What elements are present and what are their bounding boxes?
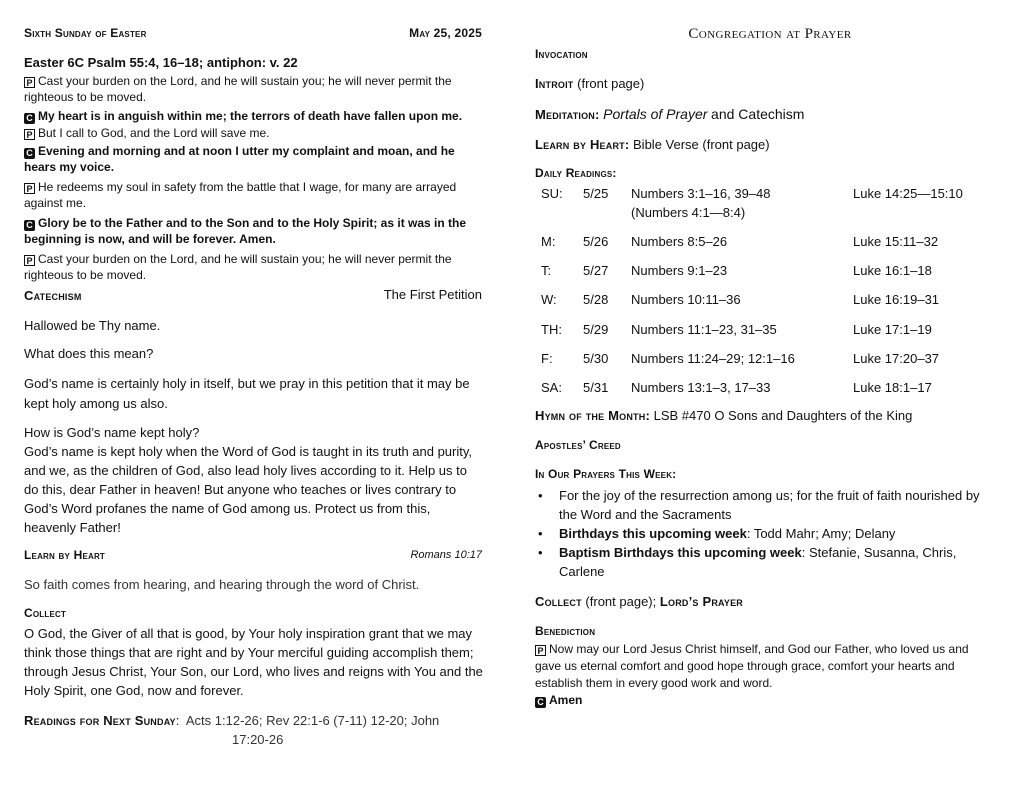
header-date: May 25, 2025 [409,26,482,40]
next-sunday-readings-cont: 17:20-26 [232,732,284,747]
pastor-marker-icon: P [535,645,546,656]
learn-verse: So faith comes from hearing, and hearing through the word of Christ. [24,577,420,592]
amen-line: C Amen [535,693,582,708]
pastor-marker-icon: P [24,183,35,194]
header-title: Sixth Sunday of Easter [24,26,147,40]
psalm-lines [24,73,484,285]
psalm-line: C Evening and morning and at noon I utter my complaint and moan, and he hears my voice. [24,144,455,174]
creed-heading: Apostles’ Creed [535,438,621,452]
psalm-line: P Cast your burden on the Lord, and he will sustain you; he will never permit the righteous to be moved. [24,74,452,104]
learn-reference: Romans 10:17 [410,549,482,561]
list-item: • Baptism Birthdays this upcoming week: Stefanie, Susanna, Chris, Carlene [535,543,985,581]
congregation-marker-icon: C [535,697,546,708]
daily-readings-table: SU: 5/25 Numbers 3:1–16, 39–48 (Numbers 4:1—8:4) Luke 14:25—15:10 M: 5/26 Numbers 8:5–26 Luke 15:11–32 T: 5/27 Numbers 9:1–23 Luke 16:1–18 W: 5/28 Numbers 10:11–36 Luke 16:19–31 TH: 5/29 Numbers 11:1–23, 31–35 Luke 17:1–19 F: 5/30 Numbers 11:24–29; 12:1–16 Luke 17:20–37 SA: 5/31 Numbers 13:1–3, 17–33 Luke 18:1–17 [541,186,963,395]
collect-heading: Collect [24,606,67,620]
psalm-line: C Glory be to the Father and to the Son and to the Holy Spirit; as it was in the beginning is now, and will be forever. Amen. [24,216,467,246]
catechism-subtitle: The First Petition [383,287,482,302]
next-sunday-readings: Acts 1:12-26; Rev 22:1-6 (7-11) 12-20; John [185,713,440,728]
catechism-p1: Hallowed be Thy name. [24,318,161,333]
learn-heading: Learn by Heart [24,548,106,562]
list-item: • Birthdays this upcoming week: Todd Mahr; Amy; Delany [535,524,985,543]
congregation-marker-icon: C [24,148,35,159]
catechism-p2: What does this mean? [24,346,154,361]
pastor-marker-icon: P [24,129,35,140]
catechism-p3: God’s name is certainly holy in itself, but we pray in this petition that it may be kept holy among us also. [24,376,470,411]
catechism-question: How is God’s name kept holy? [24,425,200,440]
pastor-marker-icon: P [24,77,35,88]
psalm-line: P But I call to God, and the Lord will save me. [24,125,484,143]
collect-line: Collect (front page); Lord’s Prayer [535,594,743,609]
daily-readings-heading: Daily Readings: [535,166,617,180]
catechism-heading: Catechism [24,288,82,303]
collect-text: O God, the Giver of all that is good, by Your holy inspiration grant that we may think those things that are right and by Your merciful guiding accomplish them; through Jesus Christ, Your Son, our Lord, who lives and reigns with You and the Holy Spirit, one God, now and forever. [24,626,483,698]
congregation-marker-icon: C [24,113,35,124]
invocation-heading: Invocation [535,47,588,61]
prayers-heading: In Our Prayers This Week: [535,467,677,481]
meditation-line: Meditation: Portals of Prayer and Catechism [535,106,805,122]
hymn-line: Hymn of the Month: LSB #470 O Sons and Daughters of the King [535,408,913,423]
next-sunday-line: Readings for Next Sunday: Acts 1:12-26; Rev 22:1-6 (7-11) 12-20; John [24,713,440,728]
benediction-heading: Benediction [535,624,596,638]
pastor-marker-icon: P [24,255,35,266]
next-sunday-label: Readings for Next Sunday [24,713,176,728]
psalm-line: C My heart is in anguish within me; the terrors of death have fallen upon me. [24,108,484,125]
catechism-answer: God’s name is kept holy when the Word of God is taught in its truth and purity, and we, as the children of God, also lead holy lives according to it. Help us to do this, dear Father in heaven! But anyone who teaches or lives contrary to God’s Word profanes the name of God among us. Protect us from this, heavenly Father! [24,444,473,535]
congregation-marker-icon: C [24,220,35,231]
introit-line: Introit (front page) [535,76,645,91]
psalm-heading: Easter 6C Psalm 55:4, 16–18; antiphon: v. 22 [24,55,298,70]
learn-line: Learn by Heart: Bible Verse (front page) [535,137,770,152]
psalm-line: P He redeems my soul in safety from the battle that I wage, for many are arrayed against me. [24,180,457,210]
psalm-line: P Cast your burden on the Lord, and he will sustain you; he will never permit the righteous to be moved. [24,252,452,282]
prayers-list [535,486,985,581]
list-item: • For the joy of the resurrection among us; for the fruit of faith nourished by the Word and the Sacraments [535,486,985,524]
page-title: Congregation at Prayer [688,26,852,42]
benediction-text: P Now may our Lord Jesus Christ himself, and God our Father, who loved us and gave us eternal comfort and good hope through grace, comfort your hearts and establish them in every good work and word. [535,642,969,690]
